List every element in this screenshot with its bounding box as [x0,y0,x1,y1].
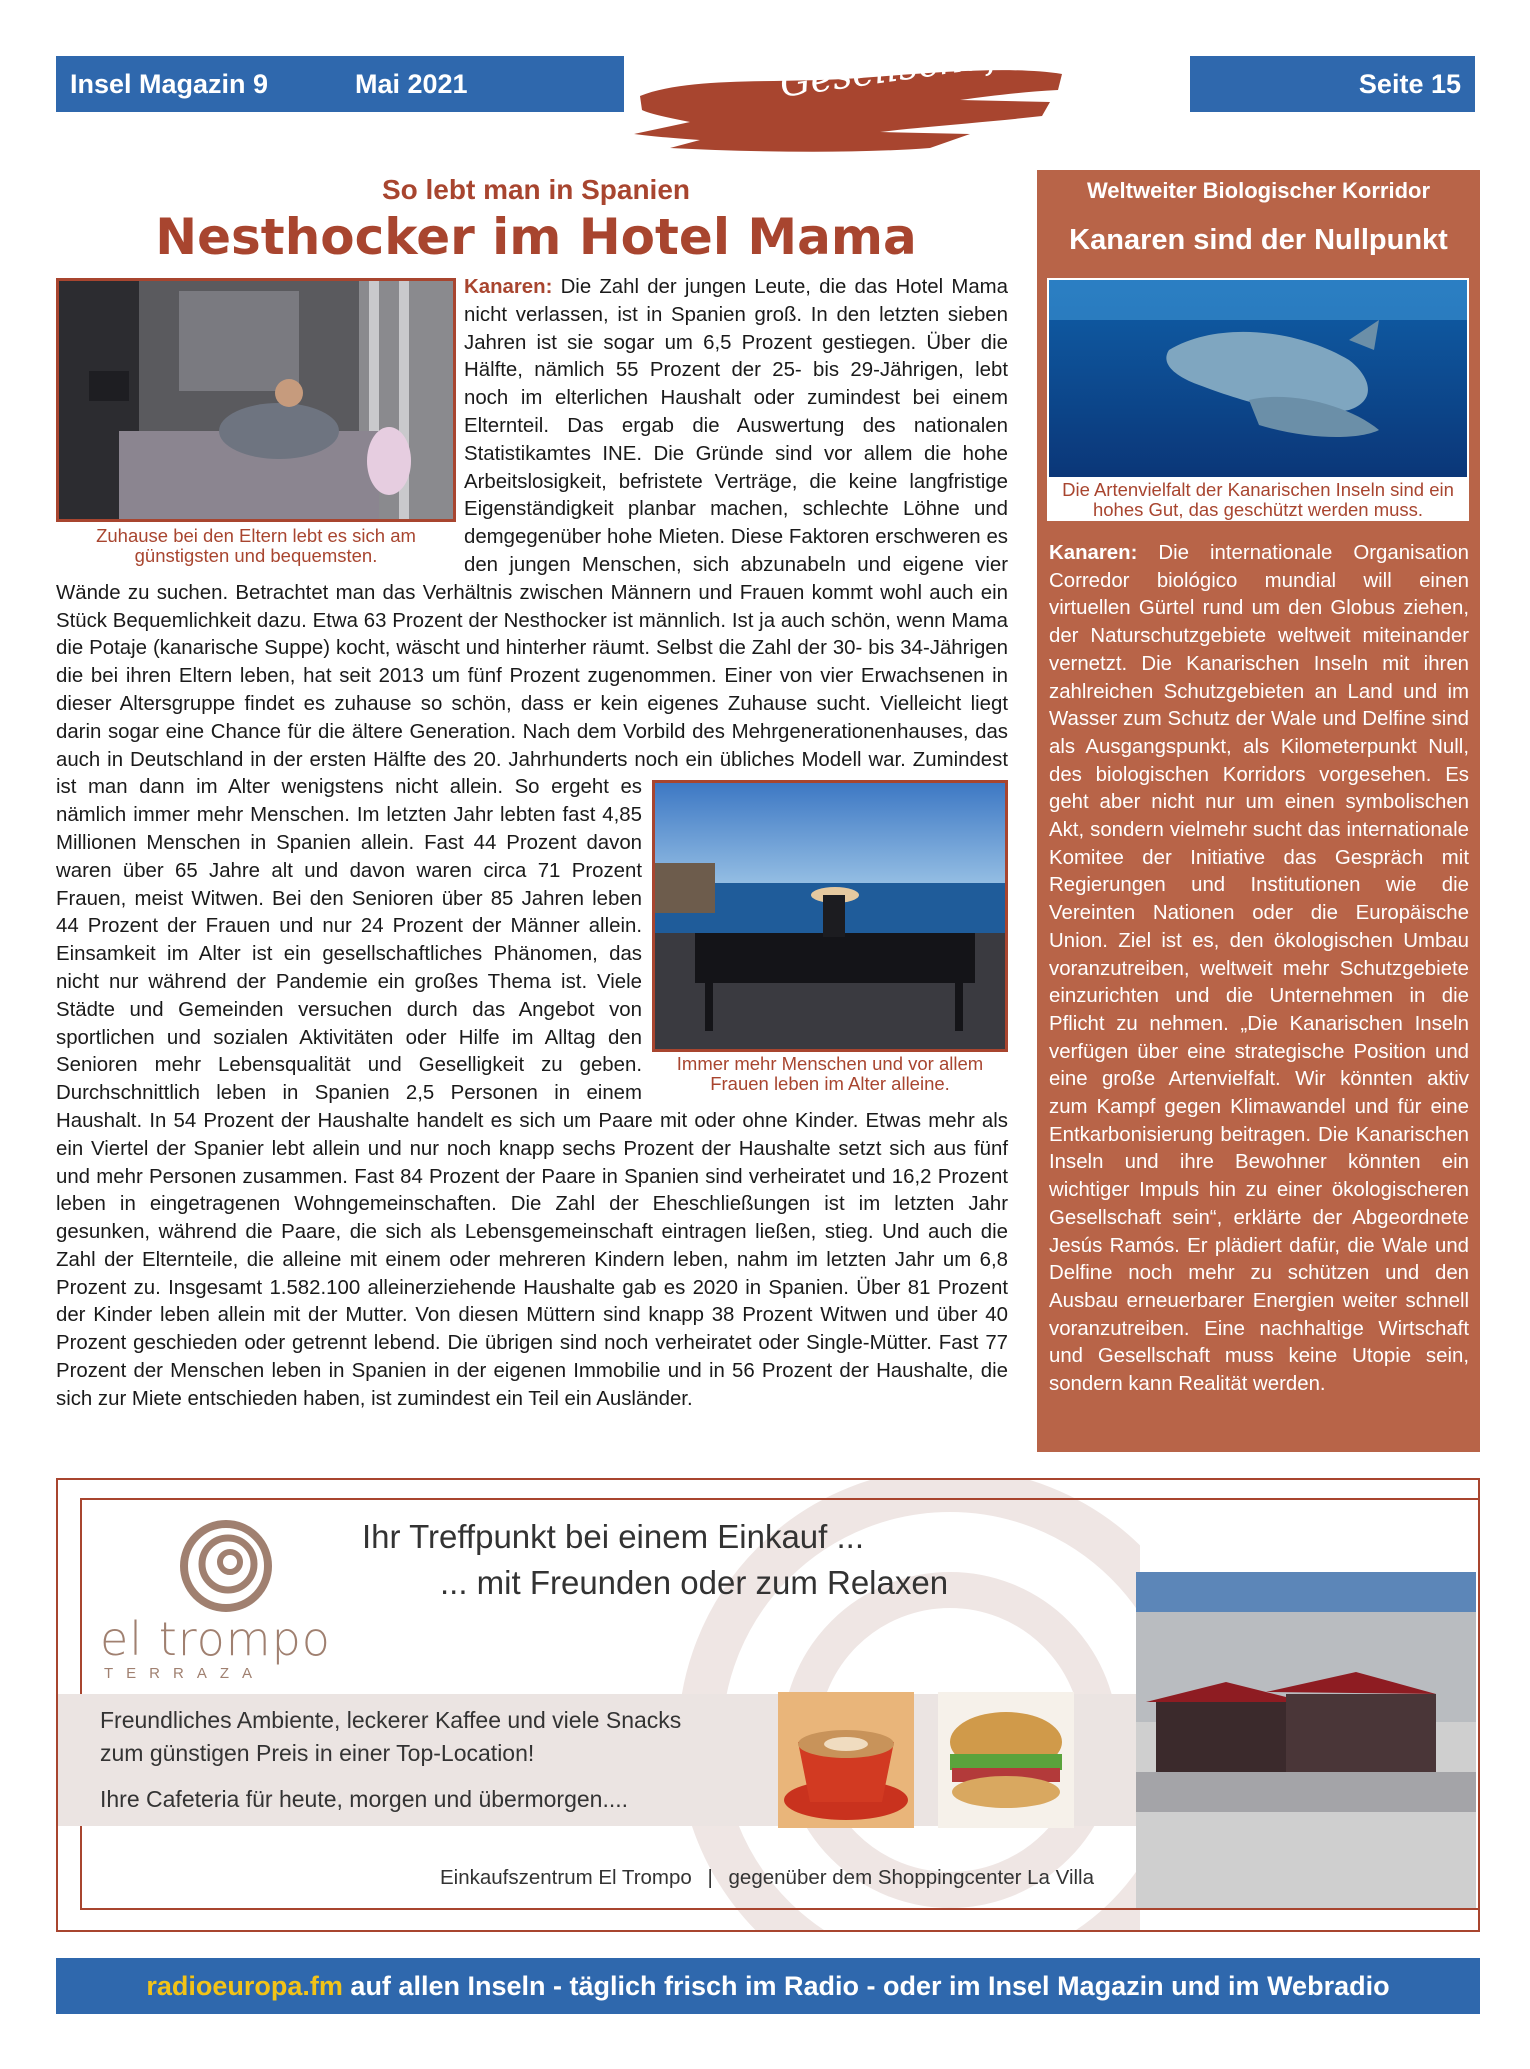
sidebar-lead: Kanaren: [1049,542,1138,564]
ad-location [440,1866,1094,1890]
footer-banner [56,1958,1480,2014]
page-number: Seite 15 [1190,56,1475,112]
photo-block-1 [56,278,456,574]
ad-location-1: Einkaufszentrum El Trompo [440,1866,692,1889]
article-headline: Nesthocker im Hotel Mama [155,208,917,266]
article-kicker: So lebt man in Spanien [381,174,691,205]
article-lead: Kanaren: [464,276,553,298]
section-title: Gesellschaft [776,29,1018,106]
sidebar-kicker: Weltweiter Biologischer Korridor [1086,178,1431,203]
ad-location-separator: | [707,1866,713,1889]
ad-line-1: Freundliches Ambiente, leckerer Kaffee und viele Snacks [100,1707,682,1733]
logo-subtitle: TERRAZA [104,1665,266,1682]
ad-headline-1: Ihr Treffpunkt bei einem Einkauf ... [362,1518,864,1555]
footer-radio-link[interactable]: radioeuropa.fm [146,1970,343,2001]
ad-headline-2: ... mit Freunden oder zum Relaxen [440,1564,949,1601]
bedroom-image [59,281,453,519]
issue-date: Mai 2021 [355,68,468,99]
photo1-caption: Zuhause bei den Eltern lebt es sich am günstigsten und bequemsten. [96,525,416,566]
header-bar-left [56,56,624,112]
photo2-caption: Immer mehr Menschen und vor allem Frauen leben im Alter alleine. [676,1053,984,1095]
sidebar-body [1049,540,1469,1399]
sandwich-photo [938,1692,1074,1828]
sidebar-title: Kanaren sind der Nullpunkt [1069,224,1448,256]
footer-text: auf allen Inseln - täglich frisch im Radio - oder im Insel Magazin und im Webradio [342,1970,1390,2001]
logo-wordmark: el trompo [100,1612,331,1666]
ad-line-3: Ihre Cafeteria für heute, morgen und übermorgen.... [100,1786,629,1812]
coffee-cup-photo [778,1692,914,1828]
article-paragraph-1: Die Zahl der jungen Leute, die das Hotel Mama nicht verlassen, ist in Spanien groß. In den letzten sieben Jahren ist sie sogar um 6,5 Prozent gestiegen. Über die Hälfte, nämlich 55 Prozent der 25- bis 29-Jährigen, lebt noch im elterlichen Haushalt oder zumindest bei einem Elternteil. Das ergab die Auswertung des nationalen Statistikamtes INE. Die Gründe sind vor allem die hohe Arbeitslosigkeit, befristete Verträge, die keine langfristige Eigenständigkeit planbar machen, schlechte Löhne und demgegenüber hohe Mieten. Diese Faktoren erschweren es den jungen Menschen, sich abzunabeln und eigene vier Wände zu suchen. Betrachtet man das Verhältnis zwischen Männern und Frauen kommt wohl auch ein Stück Bequemlichkeit dazu. Etwa 63 Prozent der Nesthocker ist männlich. Ist ja auch schön, wenn Mama die Potaje (kanarische Suppe) kocht, wäscht und hinterher räumt. Selbst die Zahl der 30- bis 34-Jährigen die bei ihren Eltern leben, hat seit 2013 um fünf Prozent zugenommen. Einer von vier Erwachsenen in dieser Altersgruppe findet es zuhause so schön, dass er kein eigenes Zuhause sucht. Vielleicht liegt darin sogar eine Chance für die ältere Generation. Nach dem Vorbild des Mehrgenerationenhauses, das auch in Deutschland in der ersten Hälfte des 20. Jahrhunderts noch ein übliches Modell war. Zumindest ist man dann im Alter wenigstens nicht allein. [56,276,1008,799]
el-trompo-logo-icon [180,1520,272,1612]
photo-woman-on-bench [652,780,1008,1052]
article-body [56,274,1008,1414]
photo-young-man-in-bedroom [56,278,456,522]
ad-line-2: zum günstigen Preis in einer Top-Location! [100,1740,535,1766]
photo-block-2 [652,780,1008,1096]
ad-location-2: gegenüber dem Shoppingcenter La Villa [728,1866,1095,1889]
sidebar-paragraph: Die internationale Organisation Corredor biológico mundial will einen virtuellen Gürtel rund um den Globus ziehen, der Naturschutzgebiete weltweit miteinander vernetzt. Die Kanarischen Inseln mit ihren zahlreichen Schutzgebieten an Land und im Wasser zum Schutz der Wale und Delfine sind als Ausgangspunkt, als Kilometerpunkt Null, des biologischen Korridors vorgesehen. Es geht aber nicht nur um einen symbolischen Akt, sondern vielmehr sucht das internationale Komitee der Initiative das Gespräch mit Regierungen und Institutionen wie die Vereinten Nationen oder die Europäische Union. Ziel ist es, den ökologischen Umbau voranzutreiben, weltweit mehr Schutzgebiete einzurichten und die Unternehmen in die Pflicht zu nehmen. „Die Kanarischen Inseln verfügen über eine strategische Position und eine große Artenvielfalt. Wir könnten aktiv zum Kampf gegen Klimawandel und für eine Entkarbonisierung beitragen. Die Kanarischen Inseln und ihre Bewohner könnten ein wichtiger Impuls hin zu einer ökologischeren Gesellschaft sein“, erklärte der Abgeordnete Jesús Ramós. Er plädiert dafür, die Wale und Delfine noch mehr zu schützen und den Ausbau erneuerbarer Energien weiter schnell voranzutreiben. Eine nachhaltige Wirtschaft und Gesellschaft muss keine Utopie sein, sondern kann Realität werden. [1049,542,1469,1396]
sidebar-photo-caption: Die Artenvielfalt der Kanarischen Inseln sind ein hohes Gut, das geschützt werden muss. [1047,477,1469,521]
article-paragraph-2: So ergeht es nämlich immer mehr Menschen. Im letzten Jahr lebten fast 4,85 Millionen Menschen in Spanien allein. Fast 44 Prozent davon waren über 65 Jahre alt und davon waren circa 71 Prozent Frauen, meist Witwen. Bei den Senioren über 85 Jahren leben 44 Prozent der Frauen und nur 24 Prozent der Männer allein. Einsamkeit im Alter ist ein gesellschaftliches Phänomen, das nicht nur während der Pandemie ein großes Thema ist. Viele Städte und Gemeinden versuchen durch das Angebot von sportlichen und sozialen Aktivitäten oder Hilfe im Alltag den Senioren mehr Lebensqualität und Geselligkeit zu geben. Durchschnittlich leben in Spanien 2,5 Personen in einem Haushalt. In 54 Prozent der Haushalte handelt es sich um Paare mit oder ohne Kinder. Etwas mehr als ein Viertel der Spanier lebt allein und nur noch knapp sechs Prozent der Haushalte setzt sich aus fünf und mehr Personen zusammen. Fast 84 Prozent der Paare in Spanien sind verheiratet und 16,2 Prozent leben in eingetragenen Wohngemeinschaften. Die Zahl der Eheschließungen ist im letzten Jahr gesunken, während die Paare, die sich als Lebensgemeinschaft eintragen ließen, stieg. Und auch die Zahl der Elternteile, die alleine mit einem oder mehreren Kindern leben, nahm im letzten Jahr um 6,8 Prozent zu. Insgesamt 1.582.100 alleinerziehende Haushalte gab es 2020 in Spanien. Über 81 Prozent der Kinder leben allein mit der Mutter. Von diesen Müttern sind knapp 38 Prozent Witwen und über 40 Prozent geschieden oder getrennt lebend. Die übrigen sind noch verheiratet oder Single-Mütter. Fast 77 Prozent der Menschen leben in Spanien in der eigenen Immobilie und in 56 Prozent der Haushalte, die sich zur Miete entschieden haben, ist zumindest ein Teil ein Ausländer. [56,776,1008,1410]
terrace-photo [1136,1572,1476,1908]
magazine-name: Insel Magazin 9 [70,68,269,99]
bench-seaside-image [655,783,1005,1049]
